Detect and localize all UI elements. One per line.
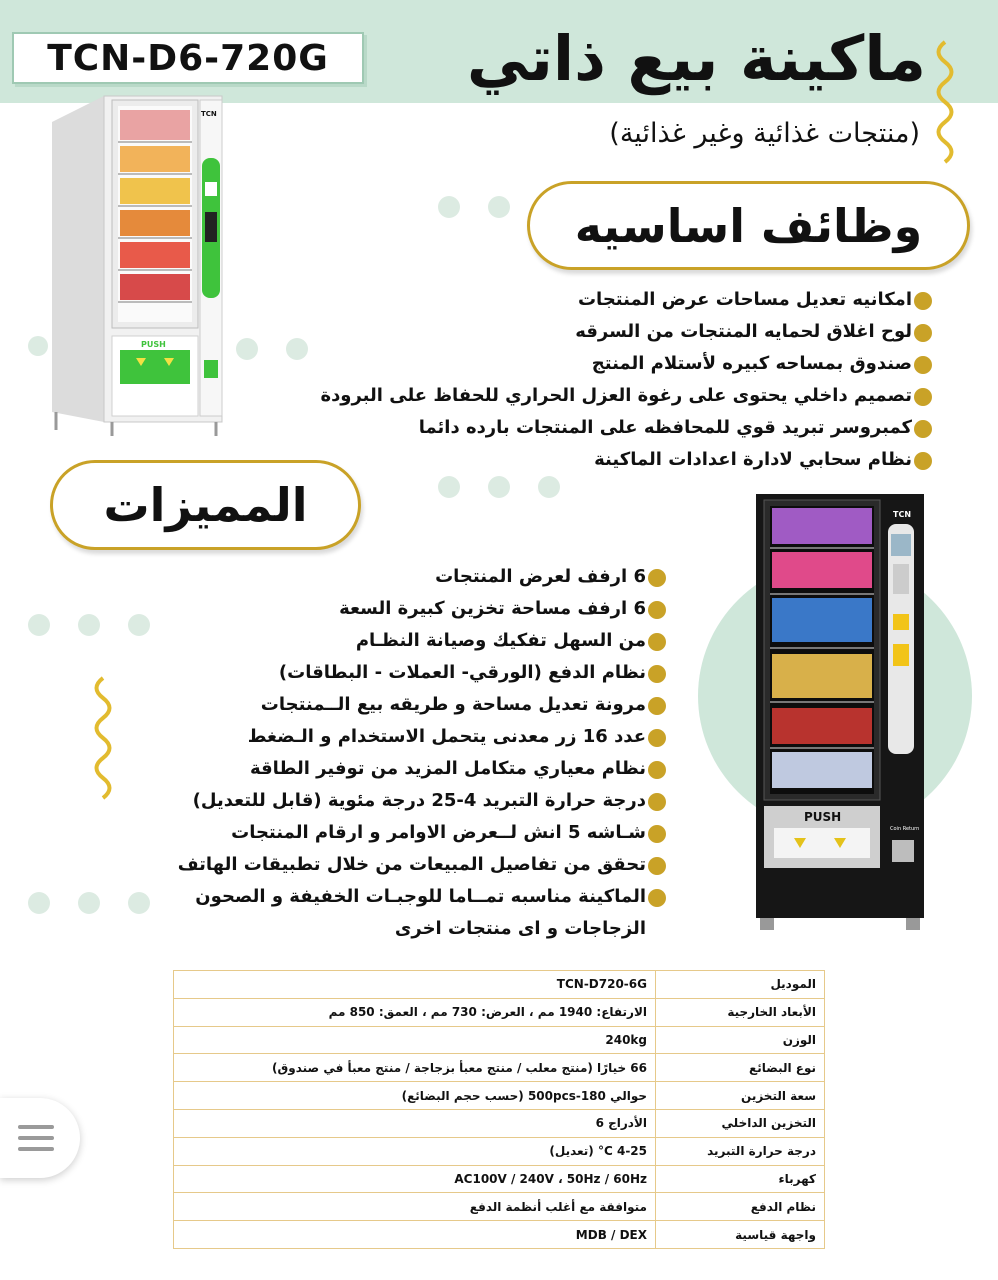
spec-label: الموديل [656,971,825,999]
spec-label: سعة التخزين [656,1082,825,1110]
list-item: نظام سحابي لادارة اعدادات الماكينة [306,444,926,476]
list-item: الماكينة مناسبه تمــاما للوجبـات الخفيفة و الصحون [140,881,660,913]
black-machine-push-label: PUSH [804,810,842,824]
black-machine-brand-label: TCN [893,510,912,519]
list-item: صندوق بمساحه كبيره لأستلام المنتج [306,348,926,380]
spec-value: 240kg [174,1026,656,1054]
spec-value: MDB / DEX [174,1221,656,1249]
spec-label: كهرباء [656,1165,825,1193]
zigzag-decoration-top [930,40,960,165]
dots-decoration-3 [438,476,560,498]
basic-functions-heading-text: وظائف اساسيه [574,198,923,253]
spec-value: 4-25 C° (تعديل) [174,1137,656,1165]
spec-label: الأبعاد الخارجية [656,998,825,1026]
features-heading-text: المميزات [103,478,308,532]
basic-functions-heading [527,181,970,270]
list-item: 6 ارفف لعرض المنتجات [140,561,660,593]
list-item: تحقق من تفاصيل المبيعات من خلال تطبيقات الهاتف [140,849,660,881]
spec-label: التخزين الداخلي [656,1109,825,1137]
spec-value: الارتفاع: 1940 مم ، العرض: 730 مم ، العمق: 850 مم [174,998,656,1026]
table-row [174,1026,825,1054]
spec-value: AC100V / 240V ، 50Hz / 60Hz [174,1165,656,1193]
table-row [174,971,825,999]
spec-value: TCN-D720-6G [174,971,656,999]
dots-decoration-2 [236,338,308,360]
table-row [174,998,825,1026]
basic-functions-list [306,284,926,476]
features-list [140,561,660,945]
spec-label: واجهة قياسية [656,1221,825,1249]
list-item: 6 ارفف مساحة تخزين كبيرة السعة [140,593,660,625]
table-row [174,1054,825,1082]
list-item: من السهل تفكيك وصيانة النظـام [140,625,660,657]
dots-decoration-5 [28,892,150,914]
dots-decoration-1 [438,196,510,218]
features-heading [50,460,361,550]
spec-value: حوالي 180-500pcs (حسب حجم البضائع) [174,1082,656,1110]
list-item: كمبروسر تبريد قوي للمحافظه على المنتجات بارده دائما [306,412,926,444]
table-row [174,1165,825,1193]
table-row [174,1109,825,1137]
table-row [174,1221,825,1249]
floating-menu-button[interactable] [0,1098,80,1178]
white-machine-brand-label: TCN [201,110,217,118]
table-row [174,1193,825,1221]
dot-decoration-left [28,336,48,356]
hamburger-icon-line [18,1136,54,1140]
list-item: شـاشه 5 انش لــعرض الاوامر و ارقام المنتجات [140,817,660,849]
list-item: درجة حرارة التبريد 4-25 درجة مئوية (قابل للتعديل) [140,785,660,817]
black-vending-machine-image [756,494,926,934]
coin-return-label: Coin Return [890,826,920,832]
white-vending-machine-image [52,92,232,437]
table-row [174,1082,825,1110]
white-machine-push-label: PUSH [141,340,166,349]
list-item: عدد 16 زر معدنى يتحمل الاستخدام و الـضغط [140,721,660,753]
dots-decoration-4 [28,614,150,636]
zigzag-decoration-left [88,676,118,804]
page-subtitle: (منتجات غذائية وغير غذائية) [609,118,920,149]
spec-label: الوزن [656,1026,825,1054]
hamburger-icon-line [18,1147,54,1151]
list-item: تصميم داخلي يحتوى على رغوة العزل الحراري للحفاظ على البرودة [306,380,926,412]
list-item: لوح اغلاق لحمايه المنتجات من السرقه [306,316,926,348]
spec-value: متوافقة مع أغلب أنظمة الدفع [174,1193,656,1221]
list-item: امكانيه تعديل مساحات عرض المنتجات [306,284,926,316]
specs-table [173,970,825,1249]
table-row [174,1137,825,1165]
hamburger-icon-line [18,1125,54,1129]
model-code-label: TCN-D6-720G [12,32,364,84]
spec-label: نظام الدفع [656,1193,825,1221]
spec-value: الأدراج 6 [174,1109,656,1137]
spec-label: درجة حرارة التبريد [656,1137,825,1165]
list-item: نظام الدفع (الورقي- العملات - البطاقات) [140,657,660,689]
page-title: ماكينة بيع ذاتي [466,22,926,95]
list-item: الزجاجات و اى منتجات اخرى [394,918,646,939]
spec-value: 66 خيارًا (منتج معلب / منتج معبأ بزجاجة / منتج معبأ في صندوق) [174,1054,656,1082]
list-item: نظام معياري متكامل المزيد من توفير الطاقة [140,753,660,785]
list-item: مرونة تعديل مساحة و طريقه بيع الــمنتجات [140,689,660,721]
spec-label: نوع البضائع [656,1054,825,1082]
